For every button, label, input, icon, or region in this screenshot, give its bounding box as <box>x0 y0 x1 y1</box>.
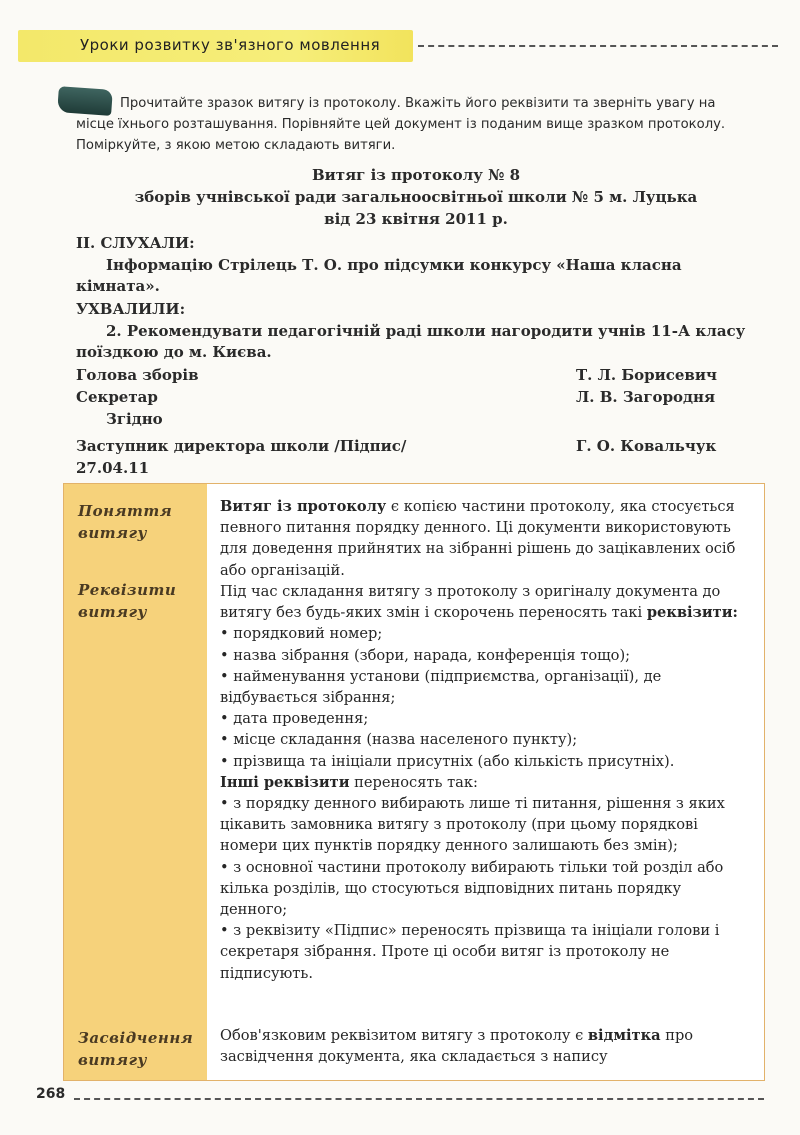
term-certification: Засвідчення витягу <box>78 1029 194 1069</box>
doc-title: Витяг із протоколу № 8 <box>311 166 521 184</box>
term-requisites: Реквізити витягу <box>78 581 177 621</box>
secretary-label: Секретар <box>76 388 158 406</box>
heard-heading: ІІ. СЛУХАЛИ: <box>76 234 195 252</box>
running-header <box>0 30 800 64</box>
doc-date-line: від 23 квітня 2011 р. <box>324 210 508 228</box>
deputy-name: Г. О. Ковальчук <box>576 437 717 455</box>
header-divider <box>418 45 778 47</box>
doc-signature-date: 27.04.11 <box>76 459 150 477</box>
definition-certification: Обов'язковим реквізитом витягу з протоколу є відмітка про засвідчення документа, яка складається з напису <box>220 1027 694 1066</box>
deputy-label: Заступник директора школи /Підпис/ <box>76 437 407 455</box>
chair-name: Т. Л. Борисевич <box>576 366 717 384</box>
term-concept: Поняття витягу <box>78 502 173 542</box>
agreed-label: Згідно <box>106 410 163 428</box>
chair-label: Голова зборів <box>76 366 199 384</box>
theory-box <box>63 483 765 1081</box>
header-title: Уроки розвитку зв'язного мовлення <box>80 36 381 54</box>
heard-text: Інформацію Стрілець Т. О. про підсумки конкурсу «Наша класна кімната». <box>76 256 682 295</box>
task-instruction: Прочитайте зразок витягу із протоколу. Вкажіть його реквізити та зверніть увагу на місце їхнього розташування. Порівняйте цей документ із поданим вище зразком протоколу. Поміркуйте, з якою метою складають витяги. <box>76 96 726 153</box>
secretary-name: Л. В. Загородня <box>576 388 716 406</box>
resolved-heading: УХВАЛИЛИ: <box>76 300 186 318</box>
secretary-row <box>76 388 756 406</box>
page-number: 268 <box>36 1086 66 1102</box>
doc-subtitle: зборів учнівської ради загальноосвітньої школи № 5 м. Луцька <box>134 188 698 206</box>
deputy-row <box>76 437 756 455</box>
footer-divider <box>74 1098 764 1100</box>
resolved-text: 2. Рекомендувати педагогічній раді школи нагородити учнів 11-А класу поїздкою до м. Києва. <box>76 322 746 361</box>
chair-row <box>76 366 756 384</box>
terms-column <box>64 484 207 1080</box>
definition-concept: Витяг із протоколу є копією частини протоколу, яка стосується певного питання порядку денного. Ці документи використовують для доведення прийнятих на зібранні рішень до зацікавлених осіб або організацій. <box>220 498 736 579</box>
definition-requisites: Під час складання витягу з протоколу з оригіналу документа до витягу без будь-яких змін і скорочень переносять такі реквізити: • порядковий номер; • назва зібрання (збори, нарада, конференція тощо); • найменування установи (підприємства, організації), де відбувається зібрання; • дата проведення; • місце складання (назва населеного пункту); • прізвища та ініціали присутніх (або кількість присутніх). Інші реквізити переносять так: • з порядку денного вибирають лише ті питання, рішення з яких цікавить замовника витягу з протоколу (при цьому порядкові номери цих пунктів порядку денного залишають без змін); • з основної частини протоколу вибирають тільки той розділ або кілька розділів, що стосуються відповідних питань порядку денного; • з реквізиту «Підпис» переносять прізвища та ініціали голови і секретаря зібрання. Проте ці особи витяг із протоколу не підписують. <box>220 583 738 982</box>
